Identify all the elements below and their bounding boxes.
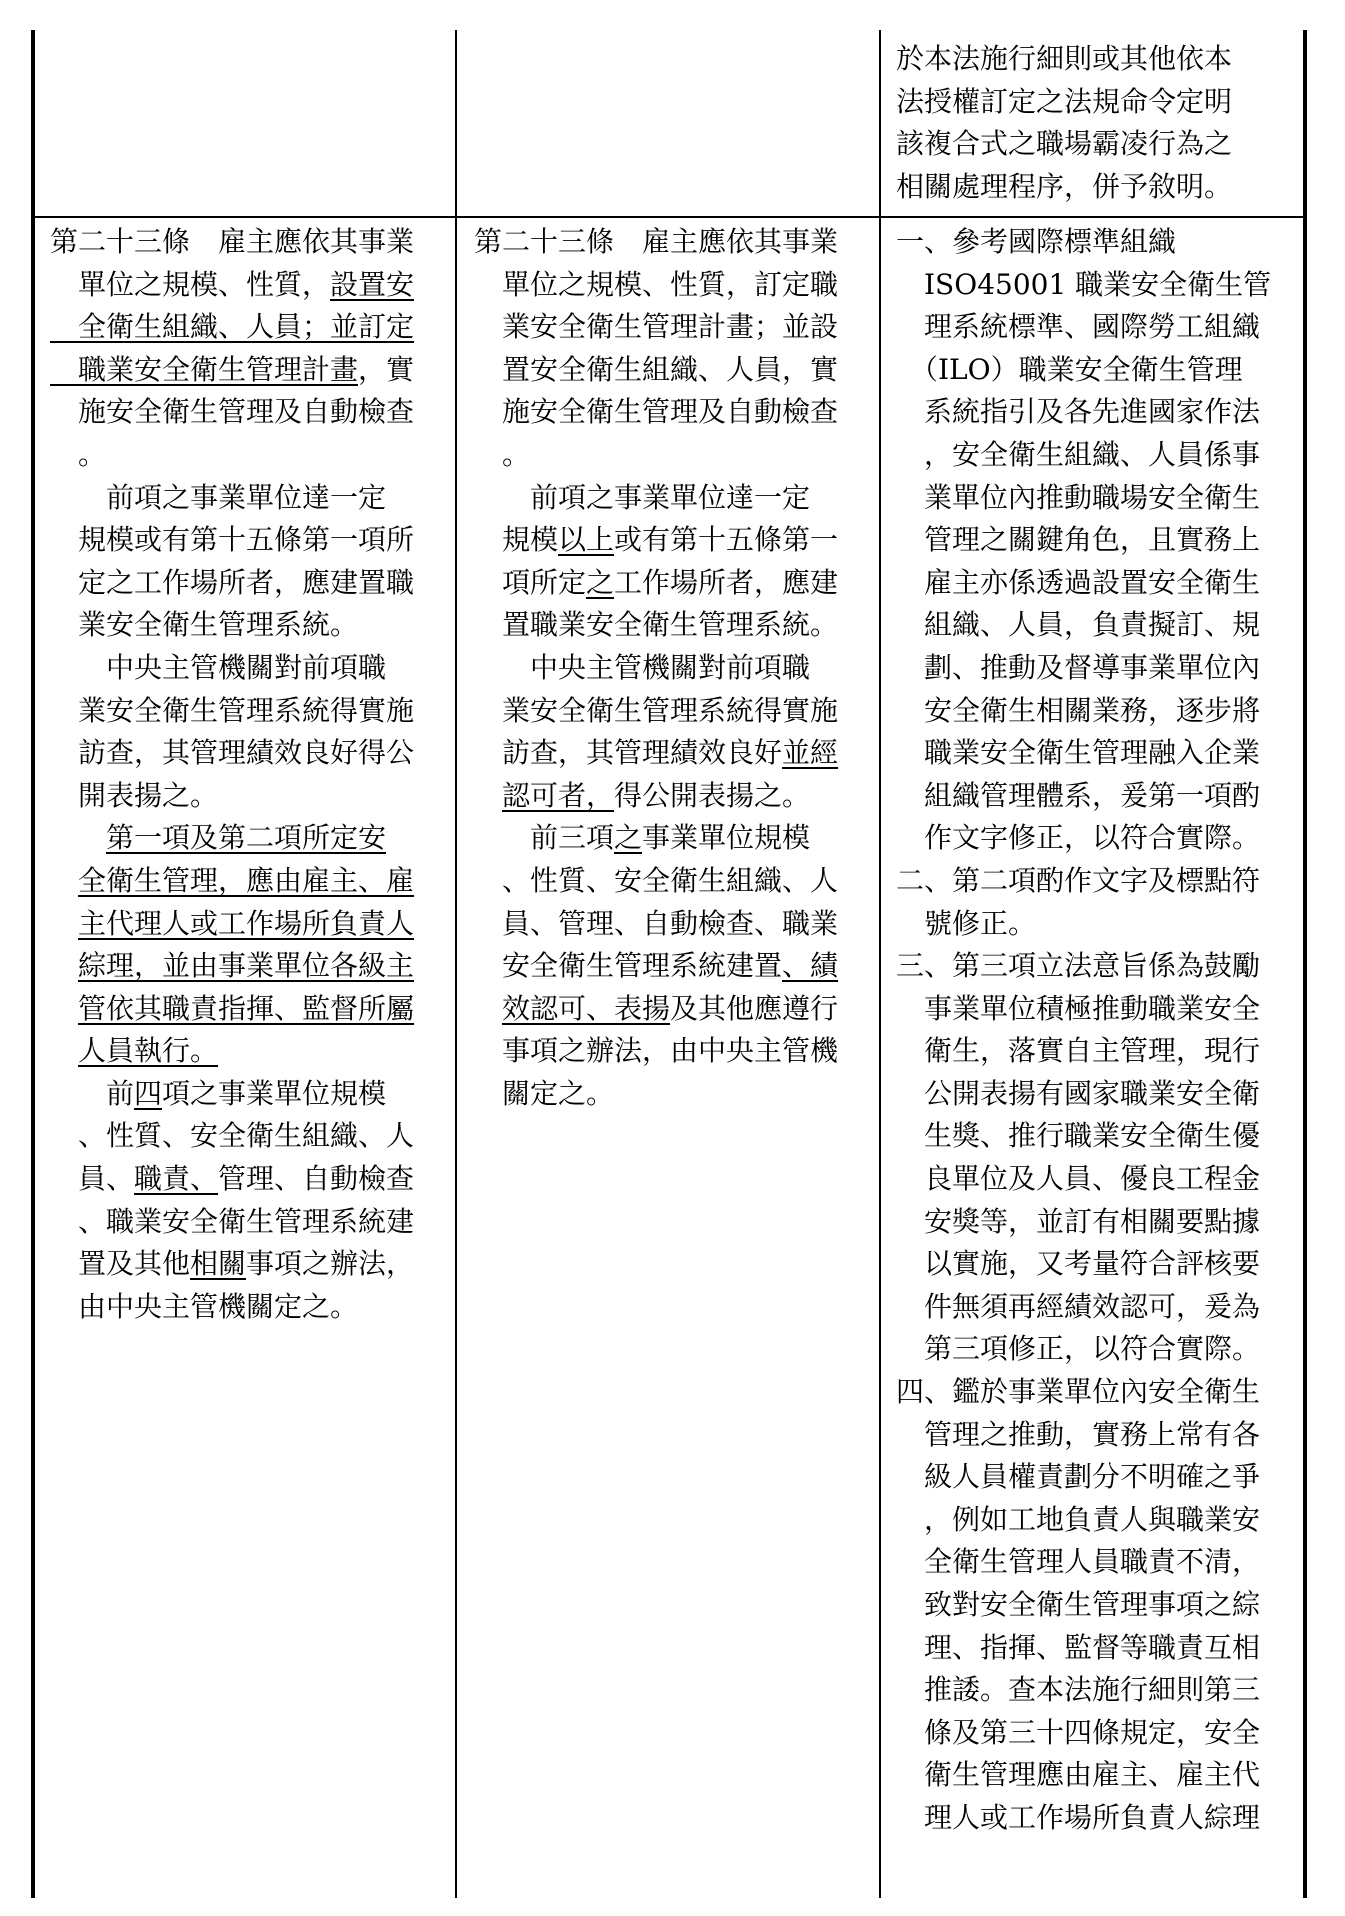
text-line: 號修正。	[896, 906, 1037, 940]
amended-text-segment: 效認可、表揚	[502, 991, 671, 1025]
text-line	[474, 1030, 866, 1073]
text-line: 相關處理程序，併予敘明。	[896, 169, 1233, 203]
text-segment: 中央主管機關對前項職	[474, 650, 811, 684]
text-line: 二、第二項酌作文字及標點符	[896, 863, 1261, 897]
text-segment	[50, 821, 106, 854]
text-line	[50, 477, 442, 520]
text-line	[474, 221, 866, 264]
amended-article-cell	[50, 221, 442, 1328]
text-line	[50, 860, 442, 903]
amended-text-segment: 、績	[782, 949, 839, 983]
text-line	[50, 690, 442, 733]
text-segment: 前項之事業單位達一定	[474, 480, 811, 514]
text-line: 良單位及人員、優良工程金	[896, 1162, 1261, 1196]
text-line: 管理之推動，實務上常有各	[896, 1417, 1261, 1451]
text-line: 業單位內推動職場安全衛生	[896, 480, 1261, 514]
text-line	[50, 1030, 442, 1073]
text-line	[474, 690, 866, 733]
text-segment: 業安全衛生管理計畫；並設	[474, 310, 839, 344]
text-line: 安全衛生相關業務，逐步將	[896, 693, 1261, 727]
text-segment: 、性質、安全衛生組織、人	[474, 863, 839, 897]
text-segment: 及其他應遵行	[670, 991, 839, 1025]
text-segment: 事業單位規模	[642, 821, 811, 855]
text-line: 級人員權責劃分不明確之爭	[896, 1460, 1261, 1494]
text-segment: 業安全衛生管理系統得實施	[50, 693, 415, 727]
text-segment: 項之事業單位規模	[162, 1076, 387, 1110]
text-segment: 員、	[50, 1162, 135, 1196]
text-line: 理系統標準、國際勞工組織	[896, 310, 1261, 344]
text-line	[474, 434, 866, 477]
text-line: 推諉。查本法施行細則第三	[896, 1673, 1261, 1707]
text-line	[474, 1073, 866, 1116]
text-line: 管理之關鍵角色，且實務上	[896, 523, 1261, 557]
text-line	[50, 1115, 442, 1158]
text-line	[474, 775, 866, 818]
text-line	[50, 519, 442, 562]
amended-text-segment: 職責、	[134, 1162, 219, 1196]
text-line	[50, 391, 442, 434]
text-segment: 訪查，其管理績效良好	[474, 736, 783, 770]
text-line	[474, 306, 866, 349]
text-line: 作文字修正，以符合實際。	[896, 821, 1261, 855]
text-line	[50, 988, 442, 1031]
text-segment: 單位之規模、性質，	[50, 267, 331, 301]
text-segment: 。	[50, 437, 107, 471]
text-segment: 規模或有第十五條第一項所	[50, 523, 415, 557]
amended-text-segment: 設置安	[330, 267, 415, 301]
text-segment: 第二十三條 雇主應依其事業	[50, 225, 415, 258]
text-line	[474, 647, 866, 690]
text-line: 雇主亦係透過設置安全衛生	[896, 565, 1261, 599]
text-line: 職業安全衛生管理融入企業	[896, 736, 1261, 770]
text-line	[50, 945, 442, 988]
text-line: （ILO）職業安全衛生管理	[896, 352, 1243, 386]
column-divider-1	[455, 30, 457, 1898]
text-line	[50, 604, 442, 647]
text-line: 衛生，落實自主管理，現行	[896, 1034, 1261, 1068]
amended-text-segment: 認可者，	[502, 778, 615, 812]
text-line	[474, 519, 866, 562]
text-segment: 項所定	[474, 565, 587, 599]
text-line	[50, 1158, 442, 1201]
text-segment: 安全衛生管理系統建置	[474, 949, 783, 983]
amended-text-segment: 管依其職責指揮、監督所屬	[78, 991, 415, 1025]
text-line	[474, 732, 866, 775]
explanation-cell	[896, 221, 1298, 1840]
text-line: 安獎等，並訂有相關要點據	[896, 1204, 1261, 1238]
text-line: 劃、推動及督導事業單位內	[896, 650, 1261, 684]
text-segment: 前	[50, 1076, 135, 1110]
text-segment: 業安全衛生管理系統得實施	[474, 693, 839, 727]
text-segment: 前項之事業單位達一定	[50, 480, 387, 514]
text-line: 一、參考國際標準組織	[896, 225, 1177, 258]
text-segment	[50, 949, 78, 982]
text-segment: 開表揚之。	[50, 778, 219, 812]
text-line: 第三項修正，以符合實際。	[896, 1332, 1261, 1366]
current-article-cell	[474, 221, 866, 1115]
text-line	[50, 264, 442, 307]
text-line: 理人或工作場所負責人綜理	[896, 1800, 1261, 1834]
text-segment: 。	[474, 437, 531, 471]
text-line: 理、指揮、監督等職責互相	[896, 1630, 1261, 1664]
text-line: 生獎、推行職業安全衛生優	[896, 1119, 1261, 1153]
text-line	[474, 562, 866, 605]
text-line	[50, 732, 442, 775]
text-segment: 由中央主管機關定之。	[50, 1289, 359, 1323]
text-segment: 置安全衛生組織、人員，實	[474, 352, 839, 386]
amended-text-segment: 綜理，並由事業單位各級主	[78, 949, 415, 983]
text-line: 條及第三十四條規定，安全	[896, 1715, 1261, 1749]
text-line	[50, 775, 442, 818]
amended-text-segment: 全衛生管理，應由雇主、雇	[78, 863, 415, 897]
text-line	[474, 264, 866, 307]
text-line: 組織管理體系，爰第一項酌	[896, 778, 1261, 812]
text-line	[50, 221, 442, 264]
text-line	[50, 562, 442, 605]
text-segment: 、性質、安全衛生組織、人	[50, 1119, 415, 1153]
text-line	[50, 349, 442, 392]
amended-text-segment: 全衛生組織、人員；並訂定	[50, 310, 415, 344]
text-segment	[50, 864, 78, 897]
text-line: 三、第三項立法意旨係為鼓勵	[896, 949, 1261, 983]
text-line	[50, 1286, 442, 1329]
text-segment: 業安全衛生管理系統。	[50, 608, 359, 642]
amended-text-segment: 第一項及第二項所定安	[106, 821, 387, 855]
amended-text-segment: 之	[586, 565, 615, 599]
text-line	[474, 903, 866, 946]
text-segment: 單位之規模、性質，訂定職	[474, 267, 839, 301]
text-line	[50, 1243, 442, 1286]
text-segment: 或有第十五條第一	[614, 523, 839, 557]
text-line: 於本法施行細則或其他依本	[896, 42, 1233, 75]
text-segment: 、職業安全衛生管理系統建	[50, 1204, 415, 1238]
text-line: 該複合式之職場霸凌行為之	[896, 127, 1233, 161]
text-segment: 事項之辦法，	[246, 1247, 415, 1281]
text-line: ，安全衛生組織、人員係事	[896, 437, 1261, 471]
text-segment: 置及其他	[50, 1247, 191, 1281]
text-line: 四、鑑於事業單位內安全衛生	[896, 1375, 1261, 1409]
text-line	[50, 1201, 442, 1244]
text-segment: 置職業安全衛生管理系統。	[474, 608, 839, 642]
amended-text-segment: 以上	[558, 523, 615, 557]
text-line: 件無須再經績效認可，爰為	[896, 1289, 1261, 1323]
text-line	[474, 391, 866, 434]
text-segment: 事項之辦法，由中央主管機	[474, 1034, 839, 1068]
text-line	[474, 860, 866, 903]
text-segment: 關定之。	[474, 1076, 615, 1110]
text-segment: 施安全衛生管理及自動檢查	[50, 395, 415, 429]
text-segment: 規模	[474, 523, 559, 557]
text-segment	[474, 992, 502, 1025]
text-line: ISO45001 職業安全衛生管	[896, 267, 1272, 301]
text-line	[50, 434, 442, 477]
text-segment: 得公開表揚之。	[614, 778, 811, 812]
text-line	[474, 817, 866, 860]
text-line: 以實施，又考量符合評核要	[896, 1247, 1261, 1281]
amended-text-segment: 相關	[190, 1247, 247, 1281]
amended-text-segment: 並經	[782, 736, 839, 770]
text-line: 全衛生管理人員職責不清，	[896, 1545, 1261, 1579]
text-segment: 施安全衛生管理及自動檢查	[474, 395, 839, 429]
text-line: 公開表揚有國家職業安全衛	[896, 1076, 1261, 1110]
text-line	[50, 817, 442, 860]
text-line	[474, 988, 866, 1031]
text-segment: 工作場所者，應建	[614, 565, 839, 599]
column-divider-2	[879, 30, 881, 1898]
text-segment: 中央主管機關對前項職	[50, 650, 387, 684]
text-line	[474, 349, 866, 392]
text-line: ，例如工地負責人與職業安	[896, 1502, 1261, 1536]
amended-text-segment: 職業安全衛生管理計畫	[50, 352, 359, 386]
text-line	[50, 306, 442, 349]
text-segment: 員、管理、自動檢查、職業	[474, 906, 839, 940]
text-line: 法授權訂定之法規命令定明	[896, 84, 1233, 118]
text-segment	[50, 992, 78, 1025]
text-segment	[50, 1034, 78, 1067]
text-segment: 訪查，其管理績效良好得公	[50, 736, 415, 770]
text-segment: 管理、自動檢查	[218, 1162, 415, 1196]
text-line	[50, 647, 442, 690]
amended-text-segment: 四	[134, 1076, 163, 1110]
table-left-border	[31, 30, 35, 1898]
amended-text-segment: 人員執行。	[78, 1034, 219, 1068]
text-segment: ，實	[358, 352, 415, 386]
text-line: 事業單位積極推動職業安全	[896, 991, 1261, 1025]
amended-text-segment: 之	[614, 821, 643, 855]
table-right-border	[1303, 30, 1307, 1898]
text-line	[50, 1073, 442, 1116]
text-line	[50, 903, 442, 946]
row-divider	[32, 216, 1306, 218]
text-line: 衛生管理應由雇主、雇主代	[896, 1758, 1261, 1792]
text-segment: 前三項	[474, 821, 615, 855]
text-line	[474, 477, 866, 520]
amended-text-segment: 主代理人或工作場所負責人	[78, 906, 415, 940]
text-segment: 第二十三條 雇主應依其事業	[474, 225, 839, 258]
text-segment: 定之工作場所者，應建置職	[50, 565, 415, 599]
text-line	[474, 604, 866, 647]
text-line	[474, 945, 866, 988]
text-line: 致對安全衛生管理事項之綜	[896, 1588, 1261, 1621]
explanation-continuation-cell	[896, 38, 1298, 208]
text-line: 系統指引及各先進國家作法	[896, 395, 1261, 429]
text-line: 組織、人員，負責擬訂、規	[896, 608, 1261, 642]
text-segment	[474, 779, 502, 812]
text-segment	[50, 907, 78, 940]
